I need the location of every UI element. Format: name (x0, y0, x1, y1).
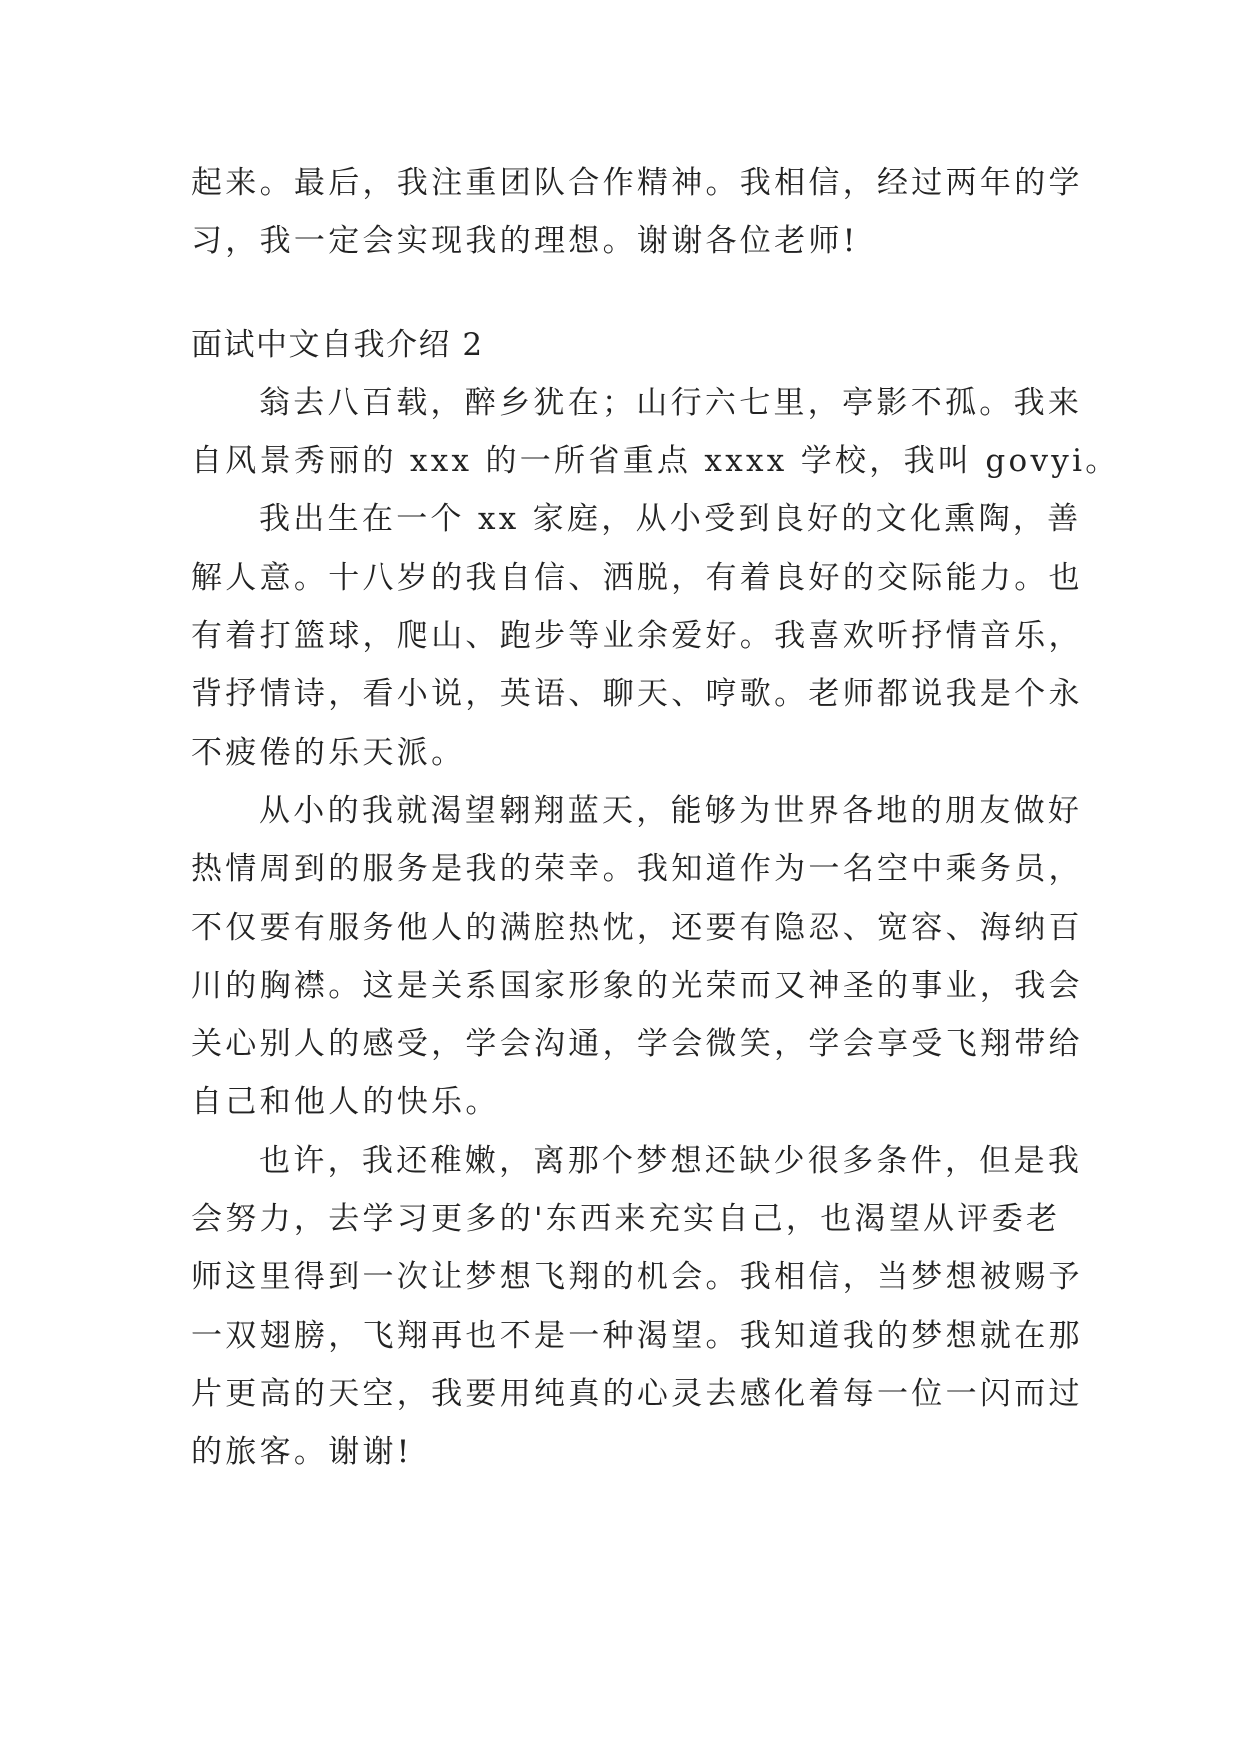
text-line: 自己和他人的快乐。 (191, 1084, 500, 1121)
text-line: 也许，我还稚嫩，离那个梦想还缺少很多条件，但是我 (259, 1142, 1083, 1179)
text-line: 我出生在一个 xx 家庭，从小受到良好的文化熏陶，善 (259, 501, 1082, 538)
text-line: 川的胸襟。这是关系国家形象的光荣而又神圣的事业，我会 (191, 967, 1083, 1004)
text-line: 片更高的天空，我要用纯真的心灵去感化着每一位一闪而过 (191, 1375, 1083, 1412)
paragraph-4 (191, 1132, 1083, 1482)
text-line: 热情周到的服务是我的荣幸。我知道作为一名空中乘务员， (191, 851, 1083, 888)
text-line: 解人意。十八岁的我自信、洒脱，有着良好的交际能力。也 (191, 559, 1083, 596)
text-line: 有着打篮球，爬山、跑步等业余爱好。我喜欢听抒情音乐， (191, 618, 1083, 655)
text-line: 不疲倦的乐天派。 (191, 734, 466, 771)
text-line: 的旅客。谢谢! (191, 1434, 413, 1471)
section-title: 面试中文自我介绍 2 (191, 326, 484, 363)
text-line: 一双翅膀，飞翔再也不是一种渴望。我知道我的梦想就在那 (191, 1317, 1083, 1354)
text-line: 关心别人的感受，学会沟通，学会微笑，学会享受飞翔带给 (191, 1026, 1083, 1063)
text-line: 师这里得到一次让梦想飞翔的机会。我相信，当梦想被赐予 (191, 1259, 1083, 1296)
text-line: 自风景秀丽的 xxx 的一所省重点 xxxx 学校，我叫 govyi。 (191, 443, 1120, 480)
paragraph-1 (191, 374, 1120, 491)
text-line: 会努力，去学习更多的'东西来充实自己，也渴望从评委老 (191, 1201, 1061, 1238)
text-line: 不仅要有服务他人的满腔热忱，还要有隐忍、宽容、海纳百 (191, 909, 1083, 946)
document-body (191, 154, 1120, 1482)
text-line: 翁去八百载，醉乡犹在；山行六七里，亭影不孤。我来 (259, 384, 1083, 421)
text-line: 背抒情诗，看小说，英语、聊天、哼歌。老师都说我是个永 (191, 676, 1083, 713)
text-line: 从小的我就渴望翱翔蓝天，能够为世界各地的朋友做好 (259, 792, 1083, 829)
paragraph-3 (191, 782, 1083, 1132)
paragraph-2 (191, 490, 1083, 781)
text-line: 起来。最后，我注重团队合作精神。我相信，经过两年的学 (191, 165, 1083, 201)
intro-end-paragraph (191, 154, 1083, 271)
text-line: 习，我一定会实现我的理想。谢谢各位老师! (191, 223, 859, 260)
